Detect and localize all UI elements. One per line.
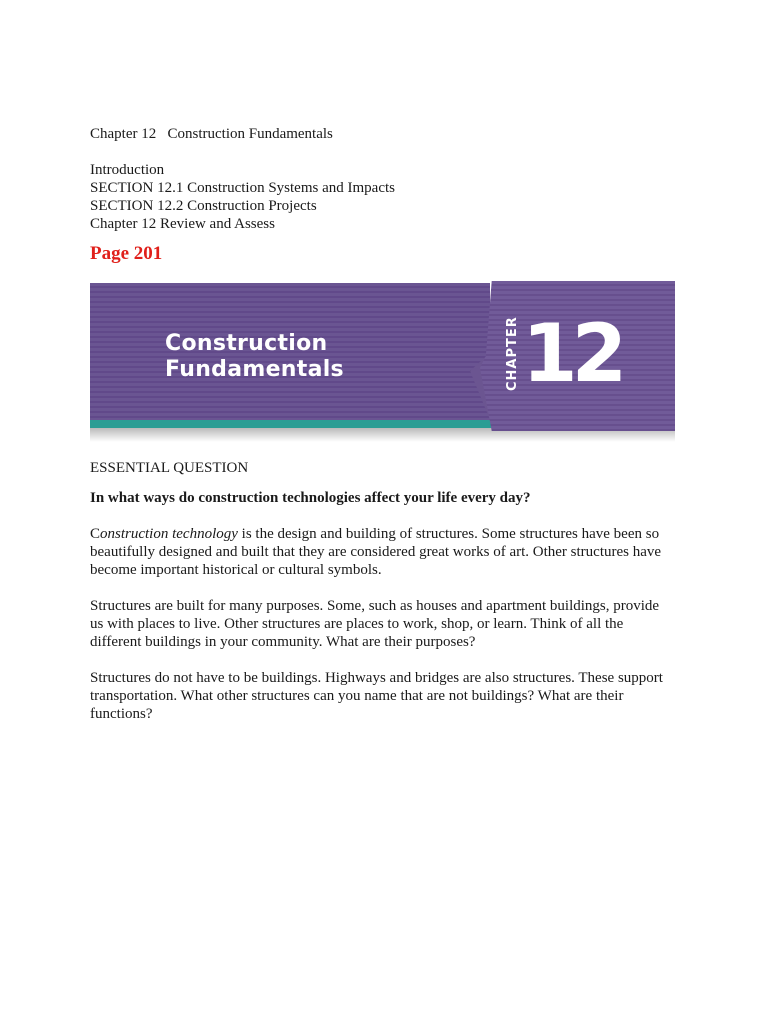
chapter-banner [90, 281, 675, 445]
paragraph-2-line-3: different buildings in your community. What are their purposes? [90, 634, 476, 650]
paragraph-1-line-1: is the design and building of structures. Some structures have been so [237, 526, 660, 542]
paragraph-1-line-2: beautifully designed and built that they are considered great works of art. Other structures have [90, 544, 662, 560]
chapter-number: 12 [522, 307, 622, 400]
table-of-contents [90, 161, 690, 233]
paragraph-2-line-2: us with places to live. Other structures are places to work, shop, or learn. Think of all the [90, 616, 624, 632]
document-page [90, 125, 690, 723]
paragraph-3-line-3: functions? [90, 706, 153, 722]
paragraph-3 [90, 669, 690, 723]
paragraph-1 [90, 525, 690, 579]
essential-question: In what ways do construction technologies affect your life every day? [90, 490, 531, 506]
paragraph-1-line-3: become important historical or cultural symbols. [90, 562, 382, 578]
page-label: Page 201 [90, 243, 163, 264]
toc-item-introduction[interactable]: Introduction [90, 162, 165, 178]
paragraph-3-line-2: transportation. What other structures can you name that are not buildings? What are their [90, 688, 624, 704]
banner-title [165, 331, 344, 383]
banner-title-line-1: Construction [165, 331, 328, 356]
lead-letter: C [90, 526, 101, 542]
essential-question-label: ESSENTIAL QUESTION [90, 460, 249, 476]
chapter-word: CHAPTER [505, 316, 520, 391]
chapter-heading: Chapter 12 Construction Fundamentals [90, 126, 333, 142]
paragraph-3-line-1: Structures do not have to be buildings. Highways and bridges are also structures. These support [90, 670, 663, 686]
toc-item-review[interactable]: Chapter 12 Review and Assess [90, 216, 275, 232]
paragraph-2-line-1: Structures are built for many purposes. Some, such as houses and apartment buildings, provide [90, 598, 660, 614]
toc-item-section-12-2[interactable]: SECTION 12.2 Construction Projects [90, 198, 317, 214]
paragraph-2 [90, 597, 690, 651]
key-term: onstruction technology [100, 526, 238, 542]
banner-title-line-2: Fundamentals [165, 357, 344, 382]
toc-item-section-12-1[interactable]: SECTION 12.1 Construction Systems and Impacts [90, 180, 395, 196]
